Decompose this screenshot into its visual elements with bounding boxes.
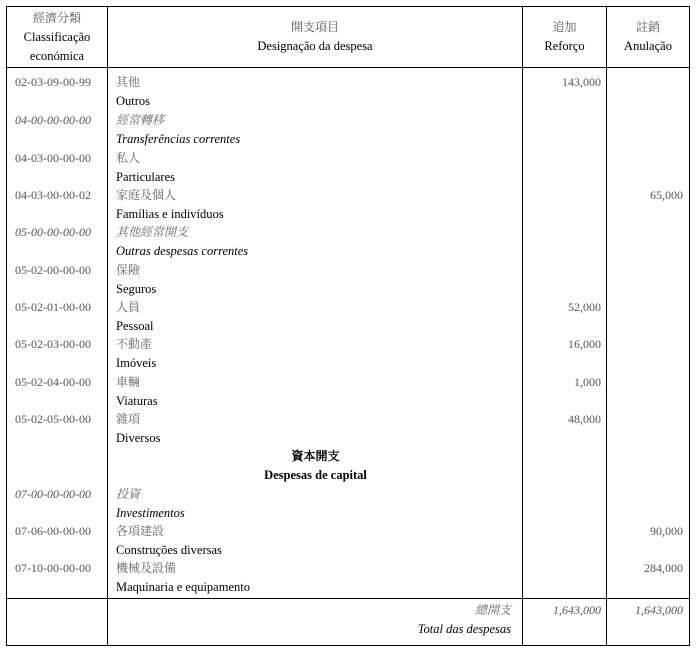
row-reforco: 143,000 (562, 75, 601, 89)
row-description-pt: Particulares (116, 170, 176, 184)
header-anulacao-zh: 註銷 (635, 20, 660, 34)
row-description-pt: Construções diversas (116, 543, 222, 557)
row-description-zh: 雜項 (116, 412, 141, 426)
row-code: 07-10-00-00-00 (15, 561, 91, 575)
row-description-pt: Transferências correntes (116, 132, 241, 146)
row-code: 02-03-09-00-99 (15, 75, 91, 89)
header-reforco (523, 7, 606, 67)
row-reforco: 48,000 (568, 412, 601, 426)
row-description-pt: Outras despesas correntes (116, 244, 249, 258)
header-classification (7, 7, 107, 67)
budget-table (6, 6, 690, 646)
row-description-pt: Viaturas (116, 394, 158, 408)
row-description-zh: 投資 (116, 487, 141, 501)
row-description-pt: Famílias e indivíduos (116, 207, 224, 221)
row-reforco: 16,000 (568, 337, 601, 351)
row-anulacao: 65,000 (650, 188, 683, 202)
row-code: 05-02-03-00-00 (15, 337, 91, 351)
total-label-pt: Total das despesas (417, 622, 511, 636)
header-reforco-zh: 追加 (552, 20, 577, 34)
row-code: 07-00-00-00-00 (15, 487, 91, 501)
row-description-zh: 不動產 (116, 337, 153, 351)
column-divider (606, 7, 607, 645)
row-code: 04-00-00-00-00 (15, 113, 91, 127)
row-description-zh: 其他經常開支 (116, 225, 189, 239)
row-anulacao: 90,000 (650, 524, 683, 538)
row-description-zh: 人員 (116, 300, 141, 314)
row-description-zh: 經常轉移 (116, 113, 165, 127)
header-anulacao-pt: Anulação (624, 39, 672, 53)
row-description-zh: 家庭及個人 (116, 188, 177, 202)
row-description-zh: 機械及設備 (116, 561, 177, 575)
row-description-zh: 各項建設 (116, 524, 165, 538)
row-anulacao: 284,000 (644, 561, 683, 575)
row-code: 04-03-00-00-00 (15, 151, 91, 165)
row-description-pt: Diversos (116, 431, 161, 445)
header-designation-zh: 開支項目 (290, 20, 339, 34)
header-classification-pt-line1: Classificação (23, 29, 91, 44)
header-designation (108, 7, 522, 67)
row-description-pt: Maquinaria e equipamento (116, 580, 250, 594)
total-anulacao: 1,643,000 (635, 603, 683, 617)
row-code: 05-02-01-00-00 (15, 300, 91, 314)
row-description-zh: 其他 (116, 75, 141, 89)
column-divider (107, 7, 108, 645)
row-code: 04-03-00-00-02 (15, 188, 91, 202)
row-description-zh: 私人 (116, 151, 141, 165)
row-description-pt: Imóveis (116, 356, 157, 370)
total-label-zh: 總開支 (474, 603, 511, 617)
header-designation-pt: Designação da despesa (257, 39, 373, 53)
total-reforco: 1,643,000 (553, 603, 601, 617)
row-description-pt: Seguros (116, 282, 157, 296)
row-code: 05-02-05-00-00 (15, 412, 91, 426)
row-description-pt: Pessoal (116, 319, 154, 333)
row-description-zh: 車輛 (116, 375, 141, 389)
header-divider (7, 67, 689, 68)
row-code: 05-00-00-00-00 (15, 225, 91, 239)
column-divider (522, 7, 523, 645)
row-reforco: 1,000 (574, 375, 601, 389)
row-reforco: 52,000 (568, 300, 601, 314)
section-heading-zh: 資本開支 (291, 449, 340, 463)
total-divider (7, 598, 689, 599)
row-description-pt: Outros (116, 94, 151, 108)
header-anulacao (607, 7, 689, 67)
row-code: 05-02-00-00-00 (15, 263, 91, 277)
header-reforco-pt: Reforço (544, 39, 585, 53)
section-heading-pt: Despesas de capital (264, 468, 367, 482)
row-description-pt: Investimentos (116, 506, 185, 520)
row-code: 07-06-00-00-00 (15, 524, 91, 538)
header-classification-zh: 經濟分類 (32, 10, 81, 25)
header-classification-pt-line2: económica (29, 48, 85, 63)
row-description-zh: 保險 (116, 263, 141, 277)
row-code: 05-02-04-00-00 (15, 375, 91, 389)
